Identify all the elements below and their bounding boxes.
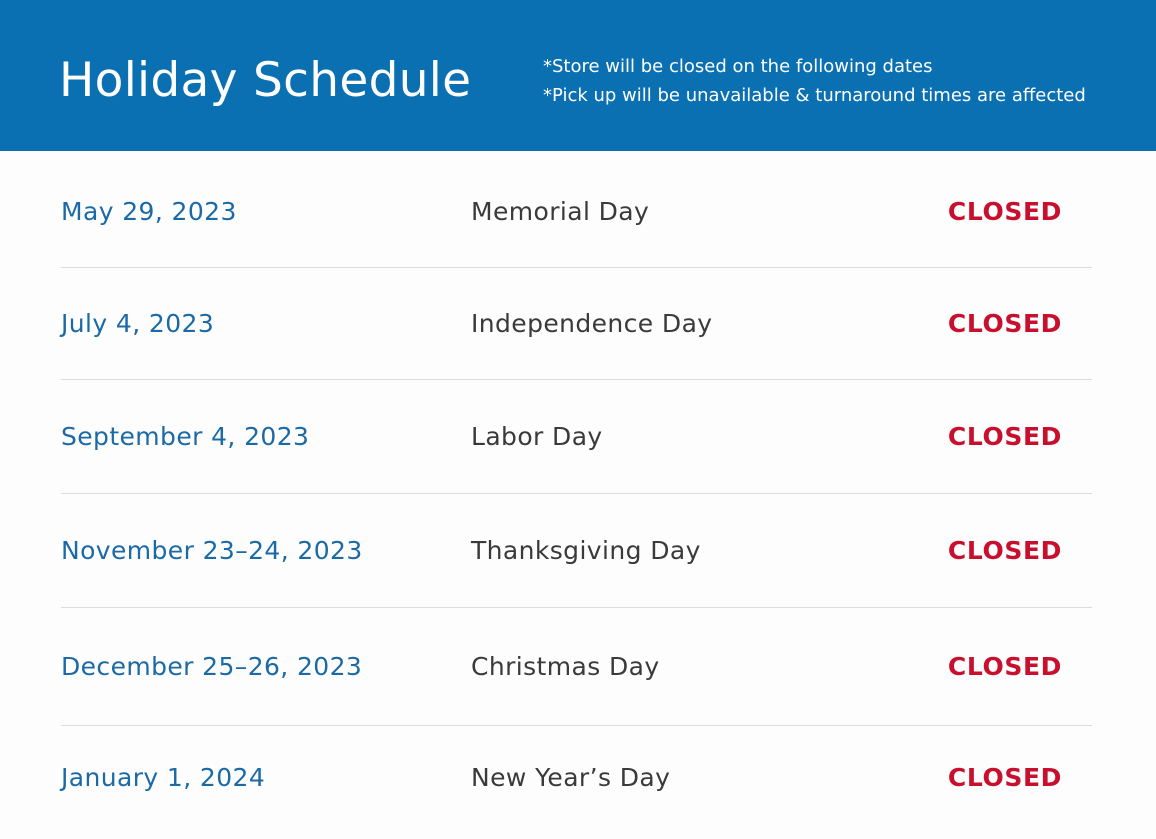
holiday-name: Independence Day — [471, 308, 713, 338]
holiday-schedule-list — [61, 156, 1092, 830]
holiday-name: Thanksgiving Day — [471, 535, 701, 565]
closed-status: CLOSED — [947, 196, 1062, 226]
closed-status: CLOSED — [947, 763, 1062, 792]
holiday-date: December 25–26, 2023 — [61, 651, 363, 681]
holiday-name: Christmas Day — [471, 651, 660, 681]
page-title: Holiday Schedule — [59, 53, 472, 108]
schedule-row — [61, 268, 1092, 380]
holiday-name: New Year’s Day — [471, 763, 671, 792]
holiday-name: Memorial Day — [471, 196, 650, 226]
closed-status: CLOSED — [947, 651, 1062, 681]
holiday-date: September 4, 2023 — [61, 421, 310, 451]
header-banner — [0, 0, 1156, 151]
schedule-row — [61, 726, 1092, 830]
holiday-name: Labor Day — [471, 421, 603, 451]
schedule-row — [61, 156, 1092, 268]
pickup-note: *Pick up will be unavailable & turnaround times are affected — [543, 85, 1086, 106]
holiday-date: May 29, 2023 — [61, 196, 237, 226]
holiday-date: January 1, 2024 — [61, 763, 266, 792]
schedule-row — [61, 608, 1092, 726]
closed-status: CLOSED — [947, 421, 1062, 451]
closed-status: CLOSED — [947, 535, 1062, 565]
holiday-date: July 4, 2023 — [61, 308, 215, 338]
schedule-row — [61, 380, 1092, 494]
schedule-row — [61, 494, 1092, 608]
header-notes — [543, 52, 1086, 110]
closed-status: CLOSED — [947, 308, 1062, 338]
holiday-date: November 23–24, 2023 — [61, 535, 363, 565]
closure-note: *Store will be closed on the following dates — [543, 56, 933, 77]
